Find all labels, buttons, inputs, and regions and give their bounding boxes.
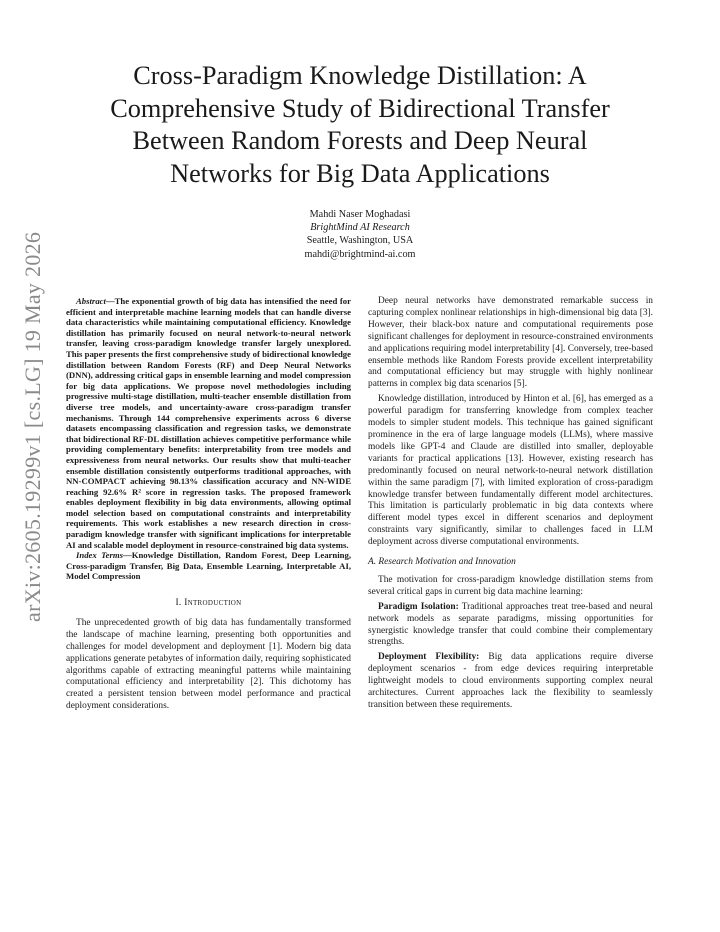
title-line: Between Random Forests and Deep Neural [132, 126, 588, 155]
title-line: Comprehensive Study of Bidirectional Transfer [110, 93, 610, 123]
abstract-text: —The exponential growth of big data has intensified the need for efficient and interpretable machine learning models that can handle diverse data characteristics while maintaining computational efficiency. Knowledge distillation has primarily focused on neural network-to-neural network transfer, leaving cross-paradigm knowledge transfer largely unexplored. This paper presents the first comprehensive study of bidirectional knowledge distillation between Random Forests (RF) and Deep Neural Networks (DNN), addressing critical gaps in ensemble learning and model compression for big data applications. We propose novel methodologies including progressive multi-stage distillation, multi-teacher ensemble distillation from diverse tree models, and uncertainty-aware cross-paradigm transfer mechanisms. Through 144 comprehensive experiments across 6 diverse datasets encompassing classification and regression tasks, we demonstrate that bidirectional RF-DL distillation achieves competitive performance while providing complementary benefits: interpretability from tree models and expressiveness from neural networks. Our results show that multi-teacher ensemble distillation consistently outperforms traditional approaches, with NN-COMPACT achieving 98.13% classification accuracy and NN-WIDE reaching 92.6% R² score in regression tasks. The proposed framework enables deployment flexibility in big data environments, allowing optimal model selection based on computational constraints and interpretability requirements. This work establishes a new research direction in cross-paradigm knowledge transfer with significant implications for interpretable AI and scalable model deployment in resource-constrained big data systems. [66, 296, 351, 550]
index-terms-lead: Index Terms [76, 550, 124, 561]
paragraph-lead: Deployment Flexibility: [378, 652, 480, 663]
paragraph-text: Big data applications require diverse deployment scenarios - from edge devices requiring interpretable lightweight models to cloud environments supporting complex neural architectures. Current approaches lack the flexibility to seamlessly transition between these requirements. [368, 652, 654, 710]
paragraph-lead: Paradigm Isolation: [378, 601, 459, 612]
arxiv-identifier-stamp: arXiv:2605.19299v1 [cs.LG] 19 May 2026 [20, 231, 45, 622]
author-block [210, 208, 510, 261]
index-terms [66, 550, 351, 582]
author-name: Mahdi Naser Moghadasi [309, 209, 411, 220]
right-column [368, 296, 653, 715]
title-line: Networks for Big Data Applications [170, 158, 550, 188]
section-heading-introduction: I. Introduction [175, 598, 242, 609]
subsection-heading-motivation: A. Research Motivation and Innovation [368, 557, 516, 568]
paragraph-text: Traditional approaches treat tree-based and neural network models as separate paradigms, missing opportunities for synergistic knowledge transfer that could combine their complementary strengths. [368, 601, 653, 648]
body-paragraph: The motivation for cross-paradigm knowledge distillation stems from several critical gaps in current big data machine learning: [368, 574, 653, 597]
abstract [66, 296, 351, 550]
title-line: Cross-Paradigm Knowledge Distillation: A [133, 61, 587, 90]
body-paragraph: Knowledge distillation, introduced by Hinton et al. [6], has emerged as a powerful paradigm for transferring knowledge from complex teacher models to simpler student models. This technique has gained significant prominence in the era of large language models (LLMs), where massive models like GPT-4 and Claude are distilled into smaller, deployable variants for practical applications [13]. However, existing research has predominantly focused on neural network-to-neural network distillation within the same paradigm [7], with limited exploration of cross-paradigm knowledge transfer between fundamentally different model architectures. This limitation is particularly problematic in big data contexts where different model types excel in different scenarios and deployment constraints vary significantly, similar to challenges faced in LLM deployment across diverse computational environments. [368, 394, 653, 548]
author-email[interactable]: mahdi@brightmind-ai.com [304, 248, 416, 260]
left-column [66, 296, 351, 716]
body-paragraph [368, 602, 653, 650]
body-paragraph: Deep neural networks have demonstrated remarkable success in capturing complex nonlinear relationships in high-dimensional big data [3]. However, their black-box nature and computational requirements pose significant challenges for deployment in resource-constrained environments and applications requiring model interpretability [4]. Conversely, tree-based ensemble methods like Random Forests provide excellent interpretability and computational efficiency but may struggle with highly nonlinear patterns in complex big data scenarios [5]. [368, 296, 653, 390]
index-terms-text: —Knowledge Distillation, Random Forest, Deep Learning, Cross-paradigm Transfer, Big Data, Ensemble Learning, Interpretable AI, Model Compression [66, 550, 352, 582]
author-affiliation: BrightMind AI Research [310, 222, 410, 234]
body-paragraph [368, 652, 653, 712]
intro-paragraph: The unprecedented growth of big data has fundamentally transformed the landscape of machine learning, presenting both opportunities and challenges for model development and deployment [1]. Modern big data applications generate petabytes of information daily, requiring sophisticated algorithms capable of extracting meaningful patterns while maintaining computational efficiency and interpretability [2]. This dichotomy has created a persistent tension between model performance and practical deployment considerations. [66, 617, 351, 712]
paper-title [70, 60, 650, 190]
author-location: Seattle, Washington, USA [306, 235, 414, 247]
abstract-lead: Abstract [76, 296, 106, 306]
